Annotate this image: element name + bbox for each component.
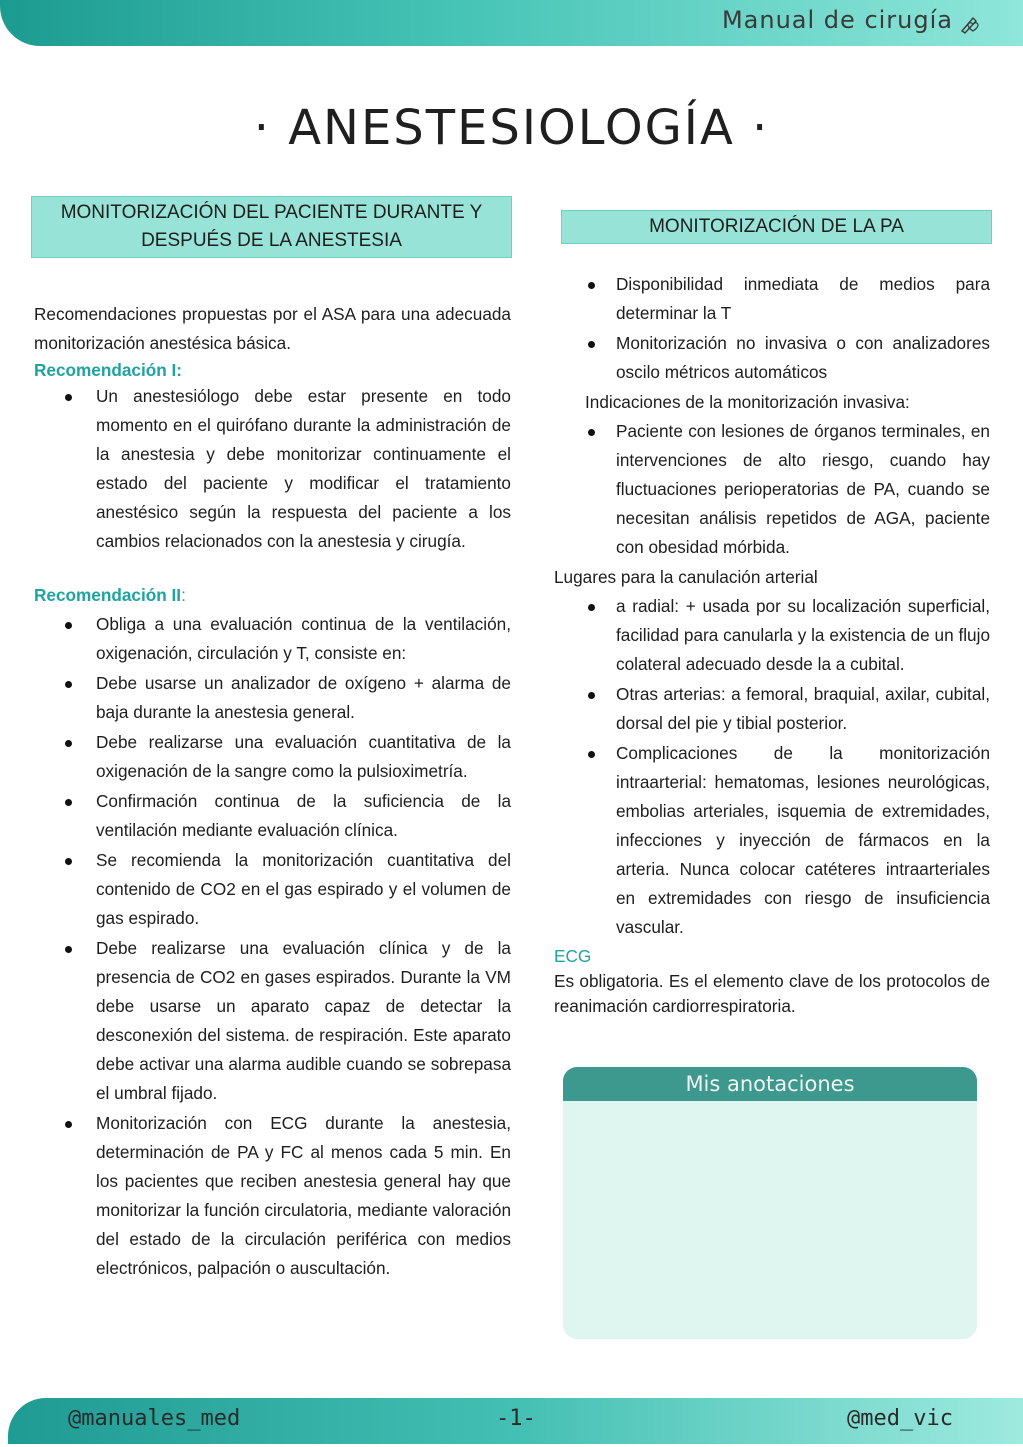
list-item: Un anestesiólogo debe estar presente en todo momento en el quirófano durante la administración de la anestesia y debe monitorizar continuamente el estado del paciente y modificar el tratamiento anestésico según la respuesta del paciente a los cambios relacionados con la anestesia y cirugía. [34,382,511,556]
top-banner [0,0,1023,46]
recommendation-2-heading: Recomendación II [34,585,182,605]
footer-right-handle: @med_vic [847,1406,953,1431]
recommendation-1-heading: Recomendación I: [34,360,183,380]
pa-list-3 [554,592,990,942]
pa-list-1 [554,270,990,387]
right-column [554,210,990,1019]
pa-list-2 [554,417,990,562]
ecg-text: Es obligatoria. Es el elemento clave de los protocolos de reanimación cardiorrespiratoria. [554,971,990,1016]
list-item: Monitorización con ECG durante la anestesia, determinación de PA y FC al menos cada 5 min. En los pacientes que reciben anestesia general hay que monitorizar la función circulatoria, mediante valoración del estado de la circulación periférica con medios electrónicos, palpación o auscultación. [34,1109,511,1283]
notes-box[interactable] [563,1067,977,1339]
pen-heart-icon [959,12,981,34]
section-title-pa: MONITORIZACIÓN DE LA PA [561,210,992,244]
list-item: Obliga a una evaluación continua de la ventilación, oxigenación, circulación y T, consiste en: [34,610,511,668]
brand-title: Manual de cirugía [721,6,953,34]
list-item: Complicaciones de la monitorización intraarterial: hematomas, lesiones neurológicas, embolias arteriales, isquemia de extremidades, infecciones y inyección de fármacos en la arteria. Nunca colocar catéteres intraarteriales en extremidades con riesgo de insuficiencia vascular. [554,739,990,942]
left-column [34,196,511,1284]
bottom-banner [8,1398,1023,1444]
list-item: Se recomienda la monitorización cuantitativa del contenido de CO2 en el gas espirado y el volumen de gas espirado. [34,846,511,933]
list-item: Confirmación continua de la suficiencia de la ventilación mediante evaluación clínica. [34,787,511,845]
invasive-heading: Indicaciones de la monitorización invasiva: [585,392,910,412]
ecg-heading: ECG [554,946,592,966]
notes-title: Mis anotaciones [563,1067,977,1101]
list-item: a radial: + usada por su localización superficial, facilidad para canularla y la existencia de un flujo colateral adecuado desde la a cubital. [554,592,990,679]
footer-left-handle: @manuales_med [68,1406,241,1431]
recommendation-2-colon: : [181,585,186,605]
canulation-heading: Lugares para la canulación arterial [554,567,818,587]
list-item: Debe realizarse una evaluación clínica y de la presencia de CO2 en gases espirados. Durante la VM debe usarse un aparato capaz de detectar la desconexión del sistema. de respiración. Este aparato debe activar una alarma audible cuando se sobrepasa el umbral fijado. [34,934,511,1108]
list-item: Paciente con lesiones de órganos terminales, en intervenciones de alto riesgo, cuando hay fluctuaciones perioperatorias de PA, cuando se necesitan análisis repetidos de AGA, paciente con obesidad mórbida. [554,417,990,562]
list-item: Otras arterias: a femoral, braquial, axilar, cubital, dorsal del pie y tibial posterior. [554,680,990,738]
list-item: Debe realizarse una evaluación cuantitativa de la oxigenación de la sangre como la pulsioximetría. [34,728,511,786]
section-title-monitoring: MONITORIZACIÓN DEL PACIENTE DURANTE Y DESPUÉS DE LA ANESTESIA [31,196,512,258]
page-title: · ANESTESIOLOGÍA · [253,100,770,156]
recommendation-1-list [34,382,511,556]
recommendation-2-list [34,610,511,1283]
list-item: Debe usarse un analizador de oxígeno + alarma de baja durante la anestesia general. [34,669,511,727]
recommendation-2-heading-row [34,581,511,610]
intro-text: Recomendaciones propuestas por el ASA para una adecuada monitorización anestésica básica. [34,304,511,353]
page-number: -1- [496,1406,536,1431]
list-item: Monitorización no invasiva o con analizadores oscilo métricos automáticos [554,329,990,387]
list-item: Disponibilidad inmediata de medios para determinar la T [554,270,990,328]
